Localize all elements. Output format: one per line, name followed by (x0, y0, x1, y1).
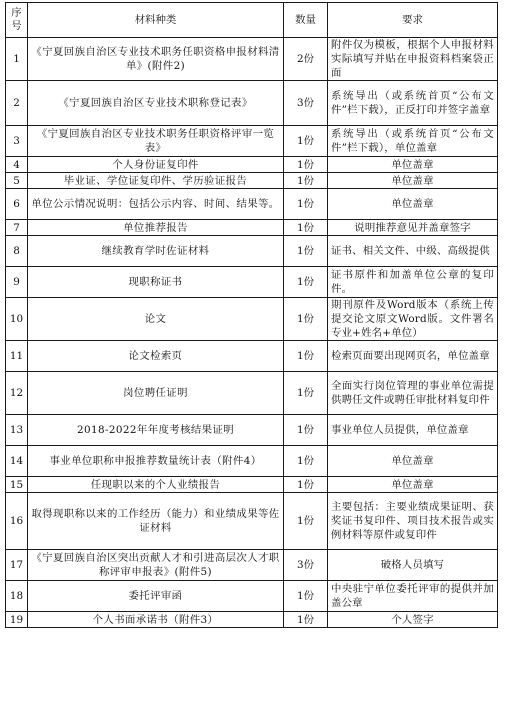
row-number: 17 (6, 550, 28, 581)
row-quantity: 1份 (284, 493, 328, 550)
row-requirement: 单位盖章 (328, 189, 498, 220)
header-material-type: 材料种类 (28, 3, 284, 38)
row-requirement: 证书、相关文件、中级、高级提供 (328, 236, 498, 267)
row-material-name: 论文检索页 (28, 341, 284, 372)
row-number: 11 (6, 341, 28, 372)
row-requirement: 事业单位人员提供，单位盖章 (328, 415, 498, 446)
table-row (6, 126, 498, 157)
row-number: 14 (6, 446, 28, 477)
row-material-name: 论文 (28, 298, 284, 341)
row-quantity: 1份 (284, 612, 328, 628)
row-number: 9 (6, 267, 28, 298)
row-quantity: 1份 (284, 267, 328, 298)
row-requirement: 附件仅为模板，根据个人申报材料实际填写并贴在申报资料档案袋正面 (328, 38, 498, 81)
table-row (6, 550, 498, 581)
row-requirement: 单位盖章 (328, 477, 498, 493)
row-quantity: 2份 (284, 38, 328, 81)
row-requirement: 中央驻宁单位委托评审的提供并加盖公章 (328, 581, 498, 612)
row-quantity: 3份 (284, 81, 328, 126)
row-requirement: 说明推荐意见并盖章签字 (328, 220, 498, 236)
header-serial-line2: 号 (11, 20, 22, 32)
row-quantity: 1份 (284, 341, 328, 372)
row-material-name: 单位推荐报告 (28, 220, 284, 236)
table-row (6, 173, 498, 189)
table-row (6, 372, 498, 415)
row-material-name: 2018-2022年年度考核结果证明 (28, 415, 284, 446)
row-requirement: 证书原件和加盖单位公章的复印件。 (328, 267, 498, 298)
row-quantity: 1份 (284, 189, 328, 220)
row-material-name: 任现职以来的个人业绩报告 (28, 477, 284, 493)
row-number: 10 (6, 298, 28, 341)
row-quantity: 1份 (284, 220, 328, 236)
row-number: 1 (6, 38, 28, 81)
row-quantity: 1份 (284, 446, 328, 477)
row-requirement: 期刊原件及Word版本（系统上传提交论文原文Word版。文件署名专业+姓名+单位） (328, 298, 498, 341)
row-quantity: 1份 (284, 477, 328, 493)
table-row (6, 81, 498, 126)
row-requirement: 单位盖章 (328, 157, 498, 173)
row-requirement: 主要包括：主要业绩成果证明、获奖证书复印件、项目技术报告或实例材料等原件或复印件 (328, 493, 498, 550)
materials-sheet (5, 2, 497, 628)
row-number: 19 (6, 612, 28, 628)
table-header-row (6, 3, 498, 38)
row-material-name: 个人身份证复印件 (28, 157, 284, 173)
row-number: 6 (6, 189, 28, 220)
row-number: 8 (6, 236, 28, 267)
row-material-name: 个人书面承诺书（附件3） (28, 612, 284, 628)
table-row (6, 581, 498, 612)
row-requirement: 单位盖章 (328, 446, 498, 477)
row-material-name: 岗位聘任证明 (28, 372, 284, 415)
table-row (6, 415, 498, 446)
row-quantity: 1份 (284, 298, 328, 341)
table-row (6, 267, 498, 298)
table-row (6, 236, 498, 267)
table-row (6, 38, 498, 81)
row-material-name: 取得现职称以来的工作经历（能力）和业绩成果等佐证材料 (28, 493, 284, 550)
row-material-name: 事业单位职称申报推荐数量统计表（附件4） (28, 446, 284, 477)
table-row (6, 189, 498, 220)
row-number: 7 (6, 220, 28, 236)
row-quantity: 1份 (284, 415, 328, 446)
table-row (6, 446, 498, 477)
table-row (6, 157, 498, 173)
table-row (6, 220, 498, 236)
row-material-name: 委托评审函 (28, 581, 284, 612)
row-number: 15 (6, 477, 28, 493)
header-serial-line1: 序 (11, 7, 22, 19)
row-requirement: 个人签字 (328, 612, 498, 628)
row-requirement: 单位盖章 (328, 173, 498, 189)
row-requirement: 系统导出（或系统首页“公布文件”栏下载），单位盖章 (328, 126, 498, 157)
row-number: 16 (6, 493, 28, 550)
row-material-name: 《宁夏回族自治区专业技术职务任职资格评审一览表》 (28, 126, 284, 157)
row-requirement: 系统导出（或系统首页“公布文件”栏下载），正反打印并签字盖章 (328, 81, 498, 126)
row-material-name: 《宁夏回族自治区突出贡献人才和引进高层次人才职称评审申报表》(附件5) (28, 550, 284, 581)
row-requirement: 检索页面要出现网页名，单位盖章 (328, 341, 498, 372)
row-quantity: 1份 (284, 126, 328, 157)
row-number: 4 (6, 157, 28, 173)
row-number: 12 (6, 372, 28, 415)
row-requirement: 破格人员填写 (328, 550, 498, 581)
row-quantity: 1份 (284, 236, 328, 267)
row-number: 2 (6, 81, 28, 126)
table-row (6, 341, 498, 372)
header-serial-number (6, 3, 28, 38)
row-quantity: 1份 (284, 372, 328, 415)
header-quantity: 数量 (284, 3, 328, 38)
row-material-name: 《宁夏回族自治区专业技术职务任职资格申报材料清单》(附件2) (28, 38, 284, 81)
table-row (6, 612, 498, 628)
row-number: 18 (6, 581, 28, 612)
materials-table (5, 2, 498, 628)
row-number: 5 (6, 173, 28, 189)
header-requirement: 要求 (328, 3, 498, 38)
row-number: 3 (6, 126, 28, 157)
row-material-name: 单位公示情况说明：包括公示内容、时间、结果等。 (28, 189, 284, 220)
table-row (6, 493, 498, 550)
row-requirement: 全面实行岗位管理的事业单位需提供聘任文件或聘任审批材料复印件 (328, 372, 498, 415)
row-material-name: 继续教育学时佐证材料 (28, 236, 284, 267)
row-quantity: 1份 (284, 157, 328, 173)
table-row (6, 298, 498, 341)
row-number: 13 (6, 415, 28, 446)
row-material-name: 现职称证书 (28, 267, 284, 298)
row-material-name: 《宁夏回族自治区专业技术职称登记表》 (28, 81, 284, 126)
row-quantity: 1份 (284, 173, 328, 189)
row-material-name: 毕业证、学位证复印件、学历验证报告 (28, 173, 284, 189)
row-quantity: 3份 (284, 550, 328, 581)
row-quantity: 1份 (284, 581, 328, 612)
table-row (6, 477, 498, 493)
